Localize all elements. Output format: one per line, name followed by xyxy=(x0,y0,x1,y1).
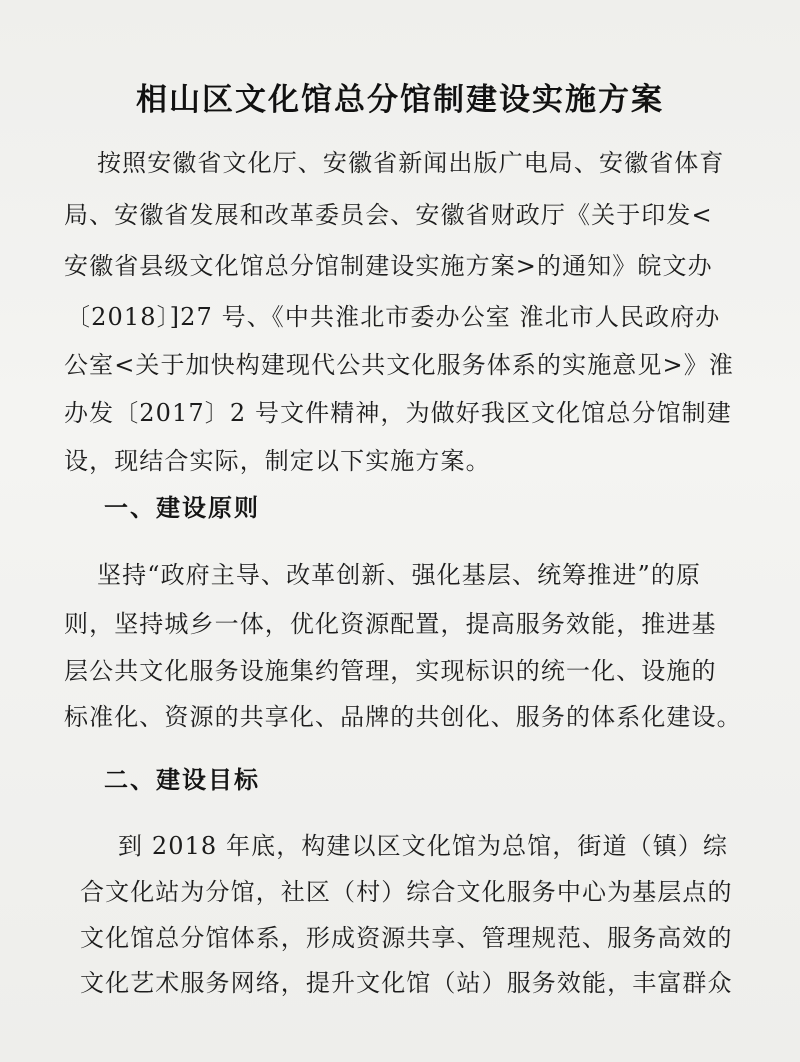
goals-line-3: 文化馆总分馆体系，形成资源共享、管理规范、服务高效的 xyxy=(80,924,733,952)
intro-line-2: 局、安徽省发展和改革委员会、安徽省财政厅《关于印发< xyxy=(64,201,713,229)
goals-line-2: 合文化站为分馆，社区（村）综合文化服务中心为基层点的 xyxy=(80,878,733,906)
goals-line-1: 到 2018 年底，构建以区文化馆为总馆，街道（镇）综 xyxy=(118,832,729,860)
intro-line-1: 按照安徽省文化厅、安徽省新闻出版广电局、安徽省体育 xyxy=(97,149,725,177)
principles-line-1: 坚持“政府主导、改革创新、强化基层、统筹推进”的原 xyxy=(97,561,702,589)
principles-line-3: 层公共文化服务设施集约管理，实现标识的统一化、设施的 xyxy=(64,657,717,685)
intro-line-4: 〔2018〕]27 号、《中共淮北市委办公室 淮北市人民政府办 xyxy=(66,303,721,331)
document-title: 相山区文化馆总分馆制建设实施方案 xyxy=(136,82,664,118)
intro-line-3: 安徽省县级文化馆总分馆制建设实施方案>的通知》皖文办 xyxy=(64,252,713,280)
intro-line-6: 办发〔2017〕2 号文件精神，为做好我区文化馆总分馆制建 xyxy=(64,399,732,427)
principles-line-4: 标准化、资源的共享化、品牌的共创化、服务的体系化建设。 xyxy=(64,703,742,731)
principles-line-2: 则，坚持城乡一体，优化资源配置，提高服务效能，推进基 xyxy=(64,610,717,638)
section-heading-goals: 二、建设目标 xyxy=(104,766,260,794)
section-heading-principles: 一、建设原则 xyxy=(104,494,260,522)
intro-line-7: 设，现结合实际，制定以下实施方案。 xyxy=(64,447,491,475)
intro-line-5: 公室<关于加快构建现代公共文化服务体系的实施意见>》淮 xyxy=(64,351,734,379)
goals-line-4: 文化艺术服务网络，提升文化馆（站）服务效能，丰富群众 xyxy=(80,969,733,997)
